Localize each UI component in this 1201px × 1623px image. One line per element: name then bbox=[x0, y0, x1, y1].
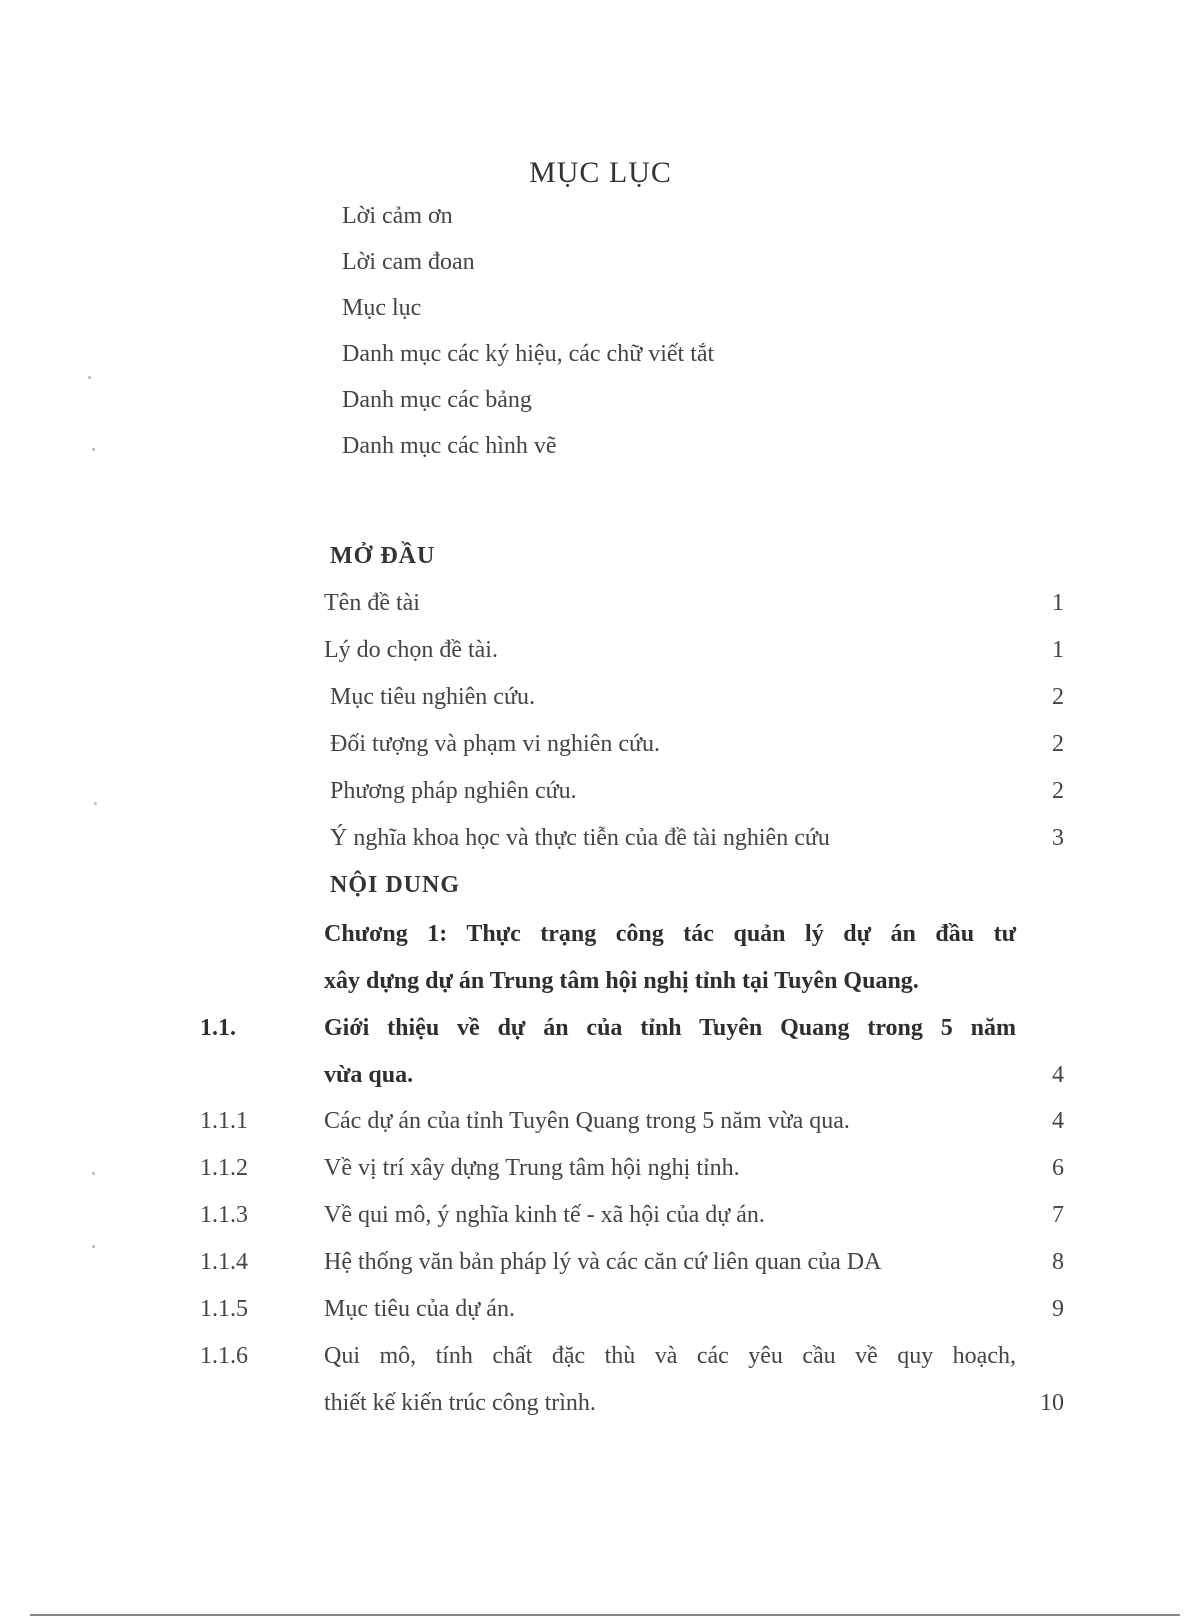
section-number: 1.1.6 bbox=[200, 1343, 248, 1369]
toc-page-number: 6 bbox=[1052, 1155, 1064, 1181]
section-number: 1.1.5 bbox=[200, 1296, 248, 1322]
scan-speck bbox=[92, 1245, 95, 1248]
page-bottom-edge bbox=[30, 1614, 1180, 1616]
toc-entry-1-1-2: Về vị trí xây dựng Trung tâm hội nghị tỉnh. bbox=[324, 1155, 740, 1181]
mo-dau-heading: MỞ ĐẦU bbox=[330, 543, 436, 569]
front-matter-item: Danh mục các ký hiệu, các chữ viết tắt bbox=[342, 341, 715, 367]
scan-speck bbox=[88, 376, 91, 379]
toc-page-number: 8 bbox=[1052, 1249, 1064, 1275]
section-number: 1.1.4 bbox=[200, 1249, 248, 1275]
section-1-1-title-line-2: vừa qua. bbox=[324, 1062, 414, 1088]
front-matter-item: Danh mục các bảng bbox=[342, 387, 532, 413]
toc-page-number: 2 bbox=[1052, 731, 1064, 757]
toc-entry-muc-tieu: Mục tiêu nghiên cứu. bbox=[330, 684, 535, 710]
section-1-1-title-line-1: Giới thiệu về dự án của tỉnh Tuyên Quang trong 5 năm bbox=[324, 1015, 1016, 1041]
scan-speck bbox=[94, 802, 97, 805]
toc-entry-1-1-5: Mục tiêu của dự án. bbox=[324, 1296, 515, 1322]
toc-entry-1-1-6-line-1: Qui mô, tính chất đặc thù và các yêu cầu về quy hoạch, bbox=[324, 1343, 1016, 1369]
front-matter-item: Lời cảm ơn bbox=[342, 203, 453, 229]
toc-page-number: 10 bbox=[1040, 1390, 1064, 1416]
section-number: 1.1.2 bbox=[200, 1155, 248, 1181]
toc-entry-phuong-phap: Phương pháp nghiên cứu. bbox=[330, 778, 577, 804]
toc-page-number: 9 bbox=[1052, 1296, 1064, 1322]
front-matter-item: Mục lục bbox=[342, 295, 422, 321]
toc-entry-1-1-1: Các dự án của tỉnh Tuyên Quang trong 5 năm vừa qua. bbox=[324, 1108, 850, 1134]
section-number: 1.1.3 bbox=[200, 1202, 248, 1228]
page-title: MỤC LỤC bbox=[529, 156, 672, 189]
toc-page-number: 4 bbox=[1052, 1108, 1064, 1134]
toc-entry-1-1-6-line-2: thiết kế kiến trúc công trình. bbox=[324, 1390, 596, 1416]
scan-speck bbox=[92, 448, 95, 451]
front-matter-item: Lời cam đoan bbox=[342, 249, 475, 275]
toc-entry-doi-tuong: Đối tượng và phạm vi nghiên cứu. bbox=[330, 731, 660, 757]
toc-page-number: 1 bbox=[1052, 590, 1064, 616]
toc-page-number: 2 bbox=[1052, 684, 1064, 710]
section-number: 1.1. bbox=[200, 1015, 236, 1041]
toc-entry-ly-do: Lý do chọn đề tài. bbox=[324, 637, 498, 663]
front-matter-item: Danh mục các hình vẽ bbox=[342, 433, 557, 459]
toc-entry-1-1-3: Về qui mô, ý nghĩa kinh tế - xã hội của dự án. bbox=[324, 1202, 765, 1228]
chapter-1-title-line-1: Chương 1: Thực trạng công tác quản lý dự án đầu tư bbox=[324, 921, 1016, 947]
chapter-1-title-line-2: xây dựng dự án Trung tâm hội nghị tỉnh tại Tuyên Quang. bbox=[324, 968, 919, 994]
section-number: 1.1.1 bbox=[200, 1108, 248, 1134]
toc-page-number: 2 bbox=[1052, 778, 1064, 804]
toc-entry-ten-de-tai: Tên đề tài bbox=[324, 590, 420, 616]
toc-page-number: 1 bbox=[1052, 637, 1064, 663]
toc-page-number: 7 bbox=[1052, 1202, 1064, 1228]
toc-entry-y-nghia: Ý nghĩa khoa học và thực tiễn của đề tài nghiên cứu bbox=[330, 825, 830, 851]
toc-page-number: 3 bbox=[1052, 825, 1064, 851]
toc-entry-1-1-4: Hệ thống văn bản pháp lý và các căn cứ liên quan của DA bbox=[324, 1249, 882, 1275]
scan-speck bbox=[92, 1172, 95, 1175]
toc-page-number: 4 bbox=[1052, 1062, 1064, 1088]
noi-dung-heading: NỘI DUNG bbox=[330, 872, 461, 898]
